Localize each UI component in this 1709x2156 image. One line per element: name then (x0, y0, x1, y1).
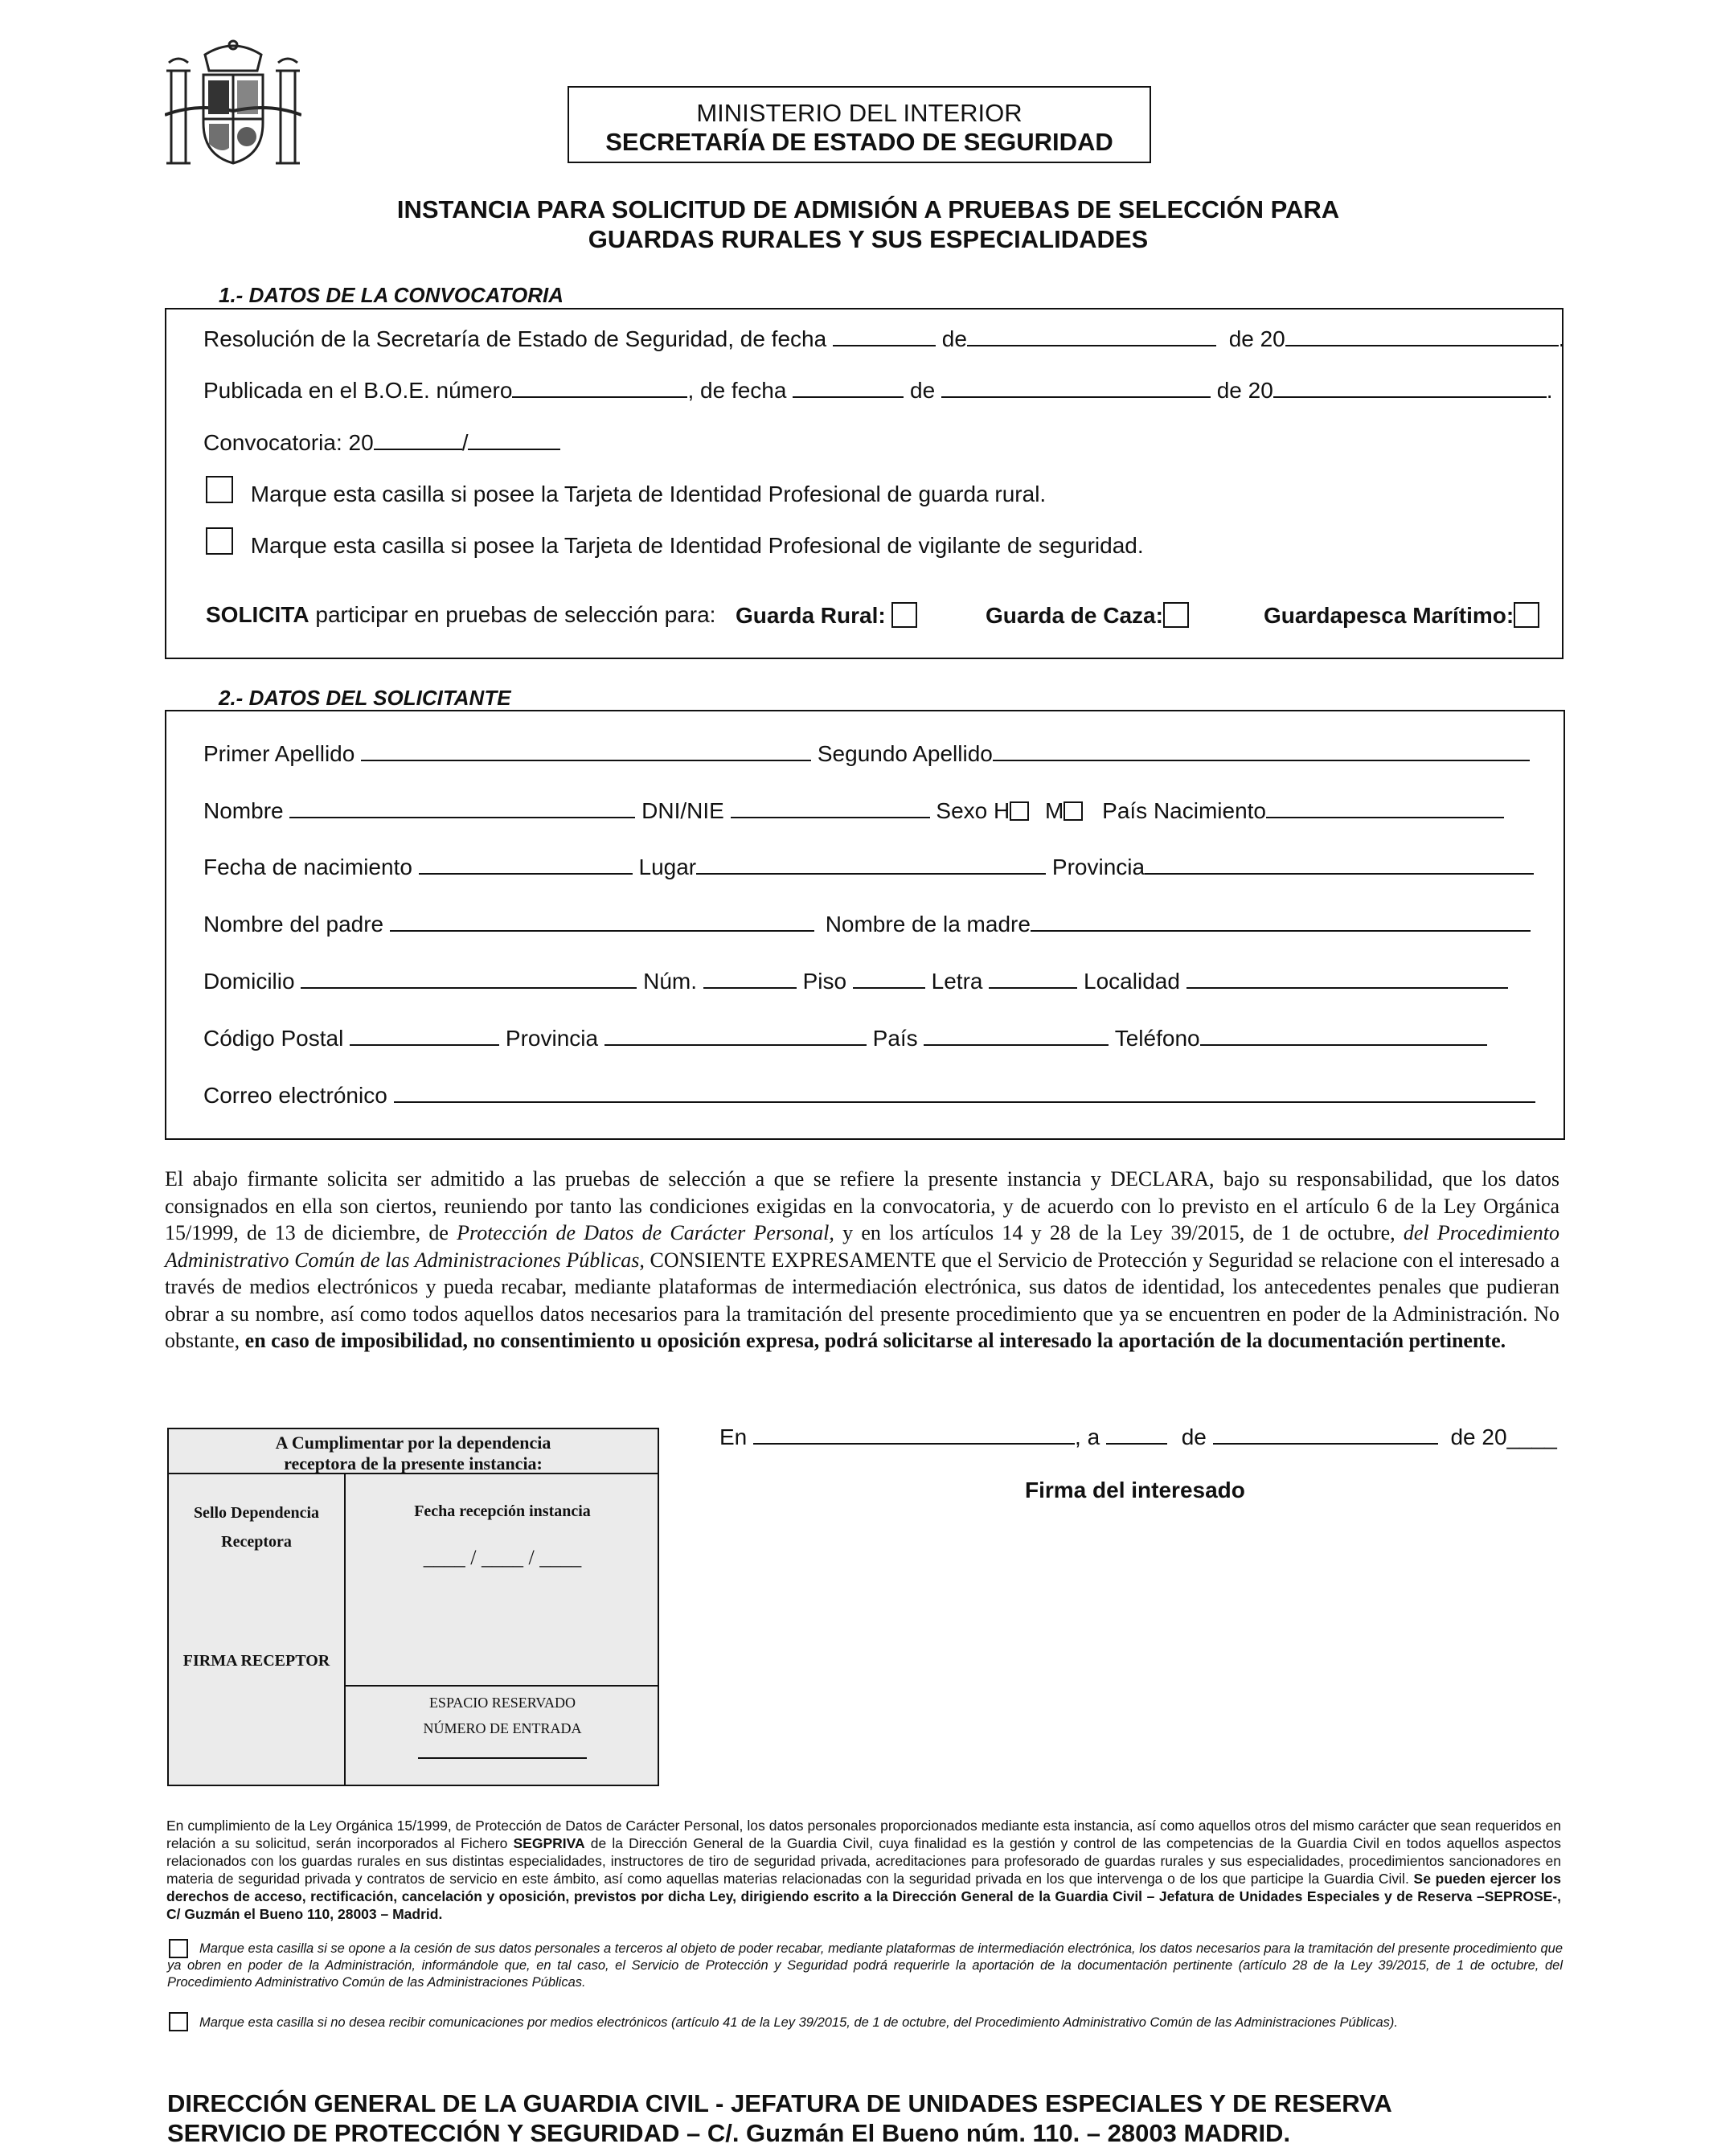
convocatoria-number-field[interactable] (468, 431, 560, 450)
correo-field[interactable] (394, 1084, 1535, 1103)
receptor-box (167, 1428, 659, 1786)
firma-interesado-label: Firma del interesado (1025, 1478, 1245, 1502)
guarda-rural-checkbox[interactable] (891, 602, 917, 628)
fecha-recepcion-cell: Fecha recepción instancia ____ / ____ / ____ (346, 1497, 659, 1572)
localidad-field[interactable] (1186, 969, 1508, 989)
numero-entrada-field[interactable] (418, 1757, 587, 1759)
pais-nacimiento-field[interactable] (1266, 799, 1504, 818)
provincia-field[interactable] (605, 1027, 867, 1046)
declaration-paragraph: El abajo firmante solicita ser admitido a las pruebas de selección a que se refiere la presente instancia y DECLARA, bajo su responsabilidad, que los datos consignados en ella son ciertos, reuniendo por tanto las condiciones exigidas en la convocatoria, y de acuerdo con lo previsto en el artículo 6 de la Ley Orgánica 15/1999, de 13 de diciembre, de Protección de Datos de Carácter Personal, y en los artículos 14 y 28 de la Ley 39/2015, de 1 de octubre, del Procedimiento Administrativo Común de las Administraciones Públicas, CONSIENTE EXPRESAMENTE que el Servicio de Protección y Seguridad se relacione con el interesado a través de medios electrónicos y pueda recabar, mediante plataformas de intermediación electrónica, sus datos de identidad, los antecedentes penales que pudieran obrar a su nombre, así como todos aquellos datos necesarios para la tramitación del presente procedimiento que ya se encuentren en poder de la Administración. No obstante, en caso de imposibilidad, no consentimiento u oposición expresa, podrá solicitarse al interesado la aportación de la documentación pertinente. (165, 1167, 1559, 1352)
guardapesca-checkbox[interactable] (1514, 602, 1539, 628)
spain-coat-of-arms-icon (165, 39, 301, 175)
anio-firma-field[interactable]: ____ (1506, 1424, 1557, 1449)
segundo-apellido-field[interactable] (993, 742, 1530, 761)
oposicion-cesion-text: Marque esta casilla si se opone a la cesión de sus datos personales a terceros al objeto de poder recabar, mediante plataformas de intermediación electrónica, los datos necesarios para la tramitación del presente procedimiento que ya obren en poder de la Administración, informándole que, en tal caso, el Servicio de Protección y Seguridad podrá requerirle la aportación de la documentación pertinente (artículo 28 de la Ley 39/2015, de 1 de octubre, del Procedimiento Administrativo Común de las Administraciones Públicas. (167, 1941, 1563, 1990)
check-guarda-row: Marque esta casilla si posee la Tarjeta de Identidad Profesional de guarda rural. (206, 476, 1046, 507)
sexo-h-checkbox[interactable] (1010, 801, 1029, 821)
convocatoria-row: Convocatoria: 20 / (203, 430, 560, 456)
boe-year-field[interactable] (1273, 379, 1547, 398)
vigilante-card-checkbox[interactable] (206, 527, 233, 555)
signature-place-date: En , a de de 20____ (719, 1424, 1557, 1449)
receptor-divider (346, 1685, 659, 1687)
firma-receptor-label: FIRMA RECEPTOR (182, 1652, 330, 1670)
dia-firma-field[interactable] (1106, 1425, 1167, 1445)
letra-field[interactable] (989, 969, 1077, 989)
form-title-line-2: GUARDAS RURALES Y SUS ESPECIALIDADES (588, 225, 1149, 253)
lugar-firma-field[interactable] (753, 1425, 1075, 1445)
codigo-postal-row: Código Postal Provincia País Teléfono (203, 1026, 1487, 1051)
secretariat-name: SECRETARÍA DE ESTADO DE SEGURIDAD (605, 128, 1113, 156)
dni-field[interactable] (731, 799, 930, 818)
check-vigilante-row: Marque esta casilla si posee la Tarjeta de Identidad Profesional de vigilante de seguridad. (206, 527, 1144, 559)
fecha-nacimiento-field[interactable] (419, 855, 633, 875)
primer-apellido-field[interactable] (361, 742, 811, 761)
fecha-recepcion-field[interactable]: ____ / ____ / ____ (423, 1546, 582, 1569)
padres-row: Nombre del padre Nombre de la madre (203, 912, 1531, 937)
publicada-row: Publicada en el B.O.E. número , de fecha de de 20 . (203, 378, 1553, 403)
form-title (241, 195, 1495, 254)
boe-number-field[interactable] (512, 379, 687, 398)
telefono-field[interactable] (1200, 1027, 1487, 1046)
option-guarda-caza: Guarda de Caza: (986, 602, 1189, 629)
sexo-m-checkbox[interactable] (1064, 801, 1083, 821)
sello-dependencia-cell: Sello Dependencia Receptora (193, 1504, 320, 1551)
nombre-row: Nombre DNI/NIE Sexo H M País Nacimiento (203, 798, 1504, 824)
resolucion-month-field[interactable] (967, 327, 1216, 346)
nombre-field[interactable] (289, 799, 635, 818)
mes-firma-field[interactable] (1213, 1425, 1438, 1445)
domicilio-row: Domicilio Núm. Piso Letra Localidad (203, 969, 1508, 994)
section-1-title: 1.- DATOS DE LA CONVOCATORIA (219, 283, 564, 307)
no-comunicaciones-checkbox[interactable] (169, 2012, 188, 2031)
espacio-reservado-cell: ESPACIO RESERVADO NÚMERO DE ENTRADA (346, 1690, 659, 1759)
footer-address: DIRECCIÓN GENERAL DE LA GUARDIA CIVIL - JEFATURA DE UNIDADES ESPECIALES Y DE RESERVA SERVICIO DE PROTECCIÓN Y SEGURIDAD – C/. Guzmán El Bueno núm. 110. – 28003 MADRID. (167, 2089, 1392, 2147)
ministry-header-box (568, 86, 1151, 163)
resolucion-day-field[interactable] (833, 327, 936, 346)
ministry-name: MINISTERIO DEL INTERIOR (696, 99, 1023, 127)
pais-field[interactable] (924, 1027, 1109, 1046)
piso-field[interactable] (853, 969, 925, 989)
domicilio-field[interactable] (301, 969, 637, 989)
receptor-box-header: A Cumplimentar por la dependencia receptora de la presente instancia: (169, 1429, 658, 1474)
provincia-nacimiento-field[interactable] (1145, 855, 1534, 875)
nombre-madre-field[interactable] (1031, 912, 1531, 932)
no-comunicaciones-text: Marque esta casilla si no desea recibir comunicaciones por medios electrónicos (artículo 41 de la Ley 39/2015, de 1 de octubre, del Procedimiento Administrativo Común de las Administraciones Públicas). (199, 2015, 1398, 2030)
data-protection-notice: En cumplimiento de la Ley Orgánica 15/1999, de Protección de Datos de Carácter Personal, los datos personales proporcionados mediante esta instancia, así como aquellos otros del mismo carácter que sean requeridos en relación a su solicitud, serán incorporados al Fichero SEGPRIVA de la Dirección General de la Guardia Civil, cuya finalidad es la gestión y control de las competencias de la Guardia Civil en todos aquellos aspectos relacionados con los guardas rurales en sus distintas especialidades, instructores de tiro de seguridad privada, acreditaciones para profesorado de guardas rurales y sus especialidades, procedimientos sancionadores en materia de seguridad privada y contratos de servicio en este ámbito, así como aquellas materias relacionadas con la seguridad privada en los que intervenga o de los que participe la Guardia Civil. Se pueden ejercer los derechos de acceso, rectificación, cancelación y oposición, previstos por dicha Ley, dirigiendo escrito a la Dirección General de la Guardia Civil – Jefatura de Unidades Especiales y de Reserva –SEPROSE-, C/ Guzmán el Bueno 110, 28003 – Madrid. (166, 1818, 1561, 1922)
codigo-postal-field[interactable] (350, 1027, 499, 1046)
correo-row: Correo electrónico (203, 1083, 1535, 1109)
boe-day-field[interactable] (793, 379, 904, 398)
guarda-card-checkbox[interactable] (206, 476, 233, 503)
resolucion-row: Resolución de la Secretaría de Estado de Seguridad, de fecha de de 20 . (203, 326, 1565, 351)
solicita-row: SOLICITA participar en pruebas de selección para: (206, 602, 716, 627)
apellidos-row: Primer Apellido Segundo Apellido (203, 741, 1530, 767)
option-guardapesca: Guardapesca Marítimo: (1264, 602, 1539, 629)
lugar-field[interactable] (696, 855, 1046, 875)
boe-month-field[interactable] (941, 379, 1211, 398)
convocatoria-year-field[interactable] (374, 431, 462, 450)
guarda-caza-checkbox[interactable] (1163, 602, 1189, 628)
fecha-row: Fecha de nacimiento Lugar Provincia (203, 855, 1534, 880)
nombre-padre-field[interactable] (390, 912, 814, 932)
option-guarda-rural: Guarda Rural: (736, 602, 917, 629)
section-2-title: 2.- DATOS DEL SOLICITANTE (219, 686, 511, 710)
resolucion-year-field[interactable] (1285, 327, 1559, 346)
form-title-line-1: INSTANCIA PARA SOLICITUD DE ADMISIÓN A PRUEBAS DE SELECCIÓN PARA (396, 195, 1340, 223)
numero-field[interactable] (703, 969, 797, 989)
